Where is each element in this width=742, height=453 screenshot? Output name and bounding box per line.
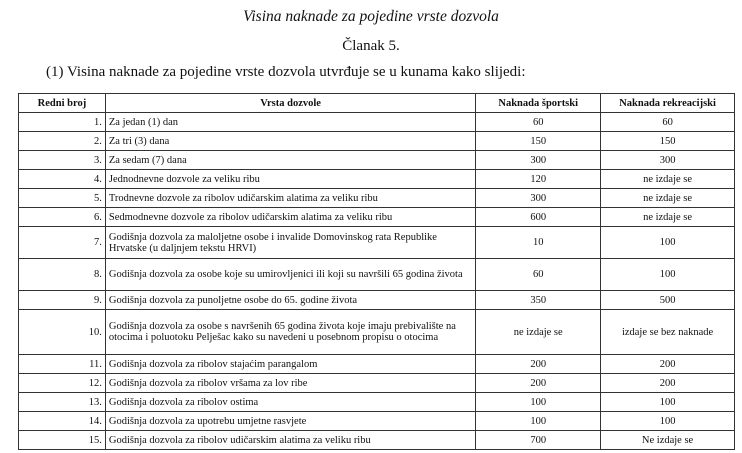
row-number: 1. (19, 113, 106, 132)
sport-fee: 700 (476, 431, 601, 450)
row-number: 5. (19, 189, 106, 208)
recreational-fee: 100 (601, 227, 735, 259)
permit-type: Za jedan (1) dan (105, 113, 475, 132)
row-number: 4. (19, 170, 106, 189)
table-row (19, 355, 735, 374)
permit-type: Godišnja dozvola za upotrebu umjetne rasvjete (105, 412, 475, 431)
table-row (19, 374, 735, 393)
table-row (19, 189, 735, 208)
row-number: 11. (19, 355, 106, 374)
sport-fee: 100 (476, 393, 601, 412)
sport-fee: 100 (476, 412, 601, 431)
sport-fee: 300 (476, 189, 601, 208)
permit-type: Godišnja dozvola za ribolov stajaćim parangalom (105, 355, 475, 374)
recreational-fee: 200 (601, 374, 735, 393)
header-sport-fee: Naknada športski (476, 94, 601, 113)
table-row (19, 132, 735, 151)
sport-fee: 350 (476, 291, 601, 310)
sport-fee: 300 (476, 151, 601, 170)
sport-fee: ne izdaje se (476, 310, 601, 355)
sport-fee: 120 (476, 170, 601, 189)
header-number: Redni broj (19, 94, 106, 113)
article-number: Članak 5. (342, 38, 400, 54)
permit-type: Godišnja dozvola za osobe s navršenih 65 godina života koje imaju prebivalište na otocima i poluotoku Pelješac kako su navedeni u posebnom propisu o otocima (105, 310, 475, 355)
sport-fee: 60 (476, 113, 601, 132)
recreational-fee: 100 (601, 393, 735, 412)
row-number: 2. (19, 132, 106, 151)
section-heading: Visina naknade za pojedine vrste dozvola (243, 8, 499, 25)
sport-fee: 200 (476, 355, 601, 374)
permit-type: Godišnja dozvola za ribolov ostima (105, 393, 475, 412)
table-row (19, 259, 735, 291)
permit-type: Sedmodnevne dozvole za ribolov udičarskim alatima za veliku ribu (105, 208, 475, 227)
permit-type: Godišnja dozvola za osobe koje su umirovljenici ili koji su navršili 65 godina života (105, 259, 475, 291)
recreational-fee: 500 (601, 291, 735, 310)
row-number: 7. (19, 227, 106, 259)
recreational-fee: 60 (601, 113, 735, 132)
permit-type: Trodnevne dozvole za ribolov udičarskim alatima za veliku ribu (105, 189, 475, 208)
header-permit-type: Vrsta dozvole (105, 94, 475, 113)
intro-paragraph: (1) Visina naknade za pojedine vrste dozvola utvrđuje se u kunama kako slijedi: (46, 64, 526, 80)
table-row (19, 412, 735, 431)
sport-fee: 600 (476, 208, 601, 227)
table-row (19, 431, 735, 450)
table-row (19, 113, 735, 132)
permit-type: Godišnja dozvola za ribolov udičarskim alatima za veliku ribu (105, 431, 475, 450)
recreational-fee: 100 (601, 259, 735, 291)
sport-fee: 10 (476, 227, 601, 259)
header-recreational-fee: Naknada rekreacijski (601, 94, 735, 113)
row-number: 15. (19, 431, 106, 450)
recreational-fee: izdaje se bez naknade (601, 310, 735, 355)
table-row (19, 227, 735, 259)
table-row (19, 170, 735, 189)
row-number: 13. (19, 393, 106, 412)
recreational-fee: 100 (601, 412, 735, 431)
table-row (19, 310, 735, 355)
sport-fee: 200 (476, 374, 601, 393)
recreational-fee: Ne izdaje se (601, 431, 735, 450)
row-number: 8. (19, 259, 106, 291)
fees-table (18, 93, 735, 450)
permit-type: Godišnja dozvola za punoljetne osobe do 65. godine života (105, 291, 475, 310)
recreational-fee: ne izdaje se (601, 189, 735, 208)
table-row (19, 393, 735, 412)
table-header-row (19, 94, 735, 113)
permit-type: Godišnja dozvola za ribolov vršama za lov ribe (105, 374, 475, 393)
recreational-fee: ne izdaje se (601, 208, 735, 227)
sport-fee: 150 (476, 132, 601, 151)
row-number: 9. (19, 291, 106, 310)
permit-type: Za tri (3) dana (105, 132, 475, 151)
permit-type: Godišnja dozvola za maloljetne osobe i invalide Domovinskog rata Republike Hrvatske (u daljnjem tekstu HRVI) (105, 227, 475, 259)
permit-type: Jednodnevne dozvole za veliku ribu (105, 170, 475, 189)
table-row (19, 208, 735, 227)
row-number: 14. (19, 412, 106, 431)
permit-type: Za sedam (7) dana (105, 151, 475, 170)
row-number: 3. (19, 151, 106, 170)
recreational-fee: 150 (601, 132, 735, 151)
row-number: 10. (19, 310, 106, 355)
sport-fee: 60 (476, 259, 601, 291)
table-row (19, 151, 735, 170)
row-number: 12. (19, 374, 106, 393)
table-row (19, 291, 735, 310)
row-number: 6. (19, 208, 106, 227)
recreational-fee: 300 (601, 151, 735, 170)
recreational-fee: 200 (601, 355, 735, 374)
recreational-fee: ne izdaje se (601, 170, 735, 189)
